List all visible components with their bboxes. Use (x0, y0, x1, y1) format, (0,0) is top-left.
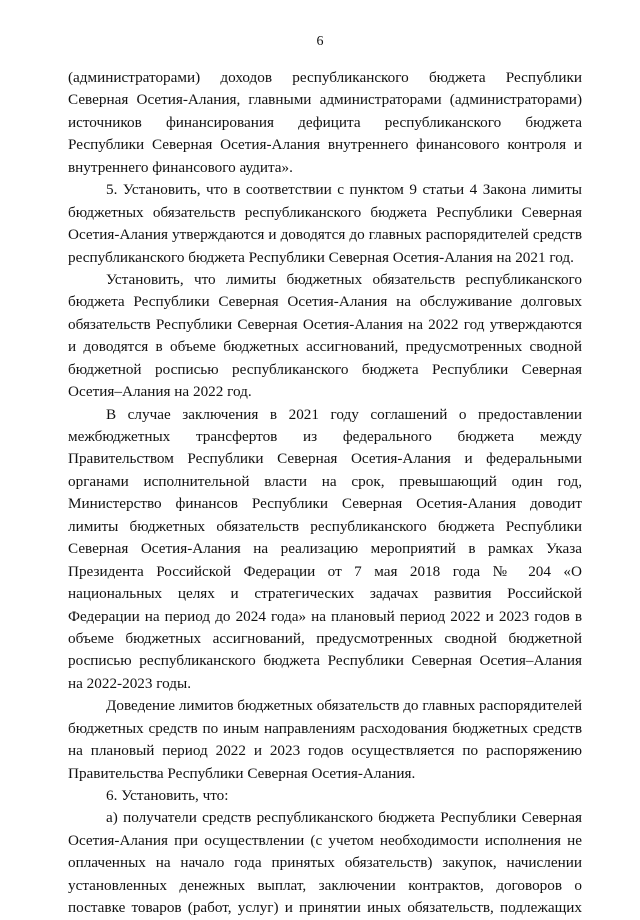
text-line: Республики Северная Осетия-Алания внутреннего финансового контроля и (68, 136, 582, 154)
text-line: бюджетных обязательств республиканского бюджета Республики Северная (68, 203, 582, 221)
text-line: бюджета Республики Северная Осетия-Алания на обслуживание долговых (68, 293, 582, 311)
text-line: 6. Установить, что: (106, 787, 229, 804)
text-line: поставке товаров (работ, услуг) и принятии иных обязательств, подлежащих (68, 899, 582, 917)
text-line: а) получатели средств республиканского бюджета Республики Северная (106, 809, 582, 827)
text-line: Северная Осетия-Алания, главными администраторами (администраторами) (68, 91, 582, 109)
text-line: Осетия–Алания на 2022 год. (68, 383, 252, 401)
text-line: Правительством Республики Северная Осетия-Алания и федеральными (68, 450, 582, 468)
text-line: оплаченных на начало года принятых обязательств) закупок, начислении (68, 854, 582, 872)
text-line: росписью республиканского бюджета Республики Северная Осетия–Алания (68, 652, 582, 670)
text-line: республиканского бюджета Республики Северная Осетия-Алания на 2021 год. (68, 248, 574, 266)
text-line: Министерство финансов Республики Северная Осетия-Алания доводит (68, 495, 582, 513)
text-line: В случае заключения в 2021 году соглашений о предоставлении (106, 405, 582, 423)
text-line: и доводятся в объеме бюджетных ассигнований, предусмотренных сводной (68, 338, 582, 356)
text-line: межбюджетных трансфертов из федерального бюджета между (68, 428, 582, 445)
text-line: бюджетной росписью республиканского бюджета Республики Северная (68, 360, 582, 378)
text-line: установленных денежных выплат, заключении контрактов, договоров о (68, 876, 582, 894)
text-line: на 2022-2023 годы. (68, 674, 192, 692)
text-line: источников финансирования дефицита республиканского бюджета (68, 113, 582, 131)
text-line: Северная Осетия-Алания на реализацию мероприятий в рамках Указа (68, 540, 582, 558)
page-number: 6 (316, 34, 324, 49)
text-line: на плановый период 2022 и 2023 годов осуществляется по распоряжению (68, 742, 582, 760)
text-line: Федерации на период до 2024 года» на плановый период 2022 и 2023 годов в (68, 607, 582, 625)
text-line: Установить, что лимиты бюджетных обязательств республиканского (106, 270, 582, 288)
text-line: Доведение лимитов бюджетных обязательств до главных распорядителей (106, 697, 582, 715)
text-line: бюджетных средств по иным направлениям расходования бюджетных средств (68, 719, 582, 737)
text-line: лимиты бюджетных обязательств республиканского бюджета Республики (68, 517, 582, 535)
text-line: Президента Российской Федерации от 7 мая 2018 года № 204 «О (68, 562, 582, 580)
text-line: 5. Установить, что в соответствии с пунктом 9 статьи 4 Закона лимиты (106, 181, 582, 199)
text-line: (администраторами) доходов республиканского бюджета Республики (68, 69, 582, 86)
text-line: Осетия-Алания утверждаются и доводятся до главных распорядителей средств (68, 226, 582, 244)
text-line: внутреннего финансового аудита». (68, 158, 293, 176)
text-line: обязательств Республики Северная Осетия-Алания на 2022 год утверждаются (68, 315, 582, 333)
text-line: Осетия-Алания при осуществлении (с учетом необходимости исполнения не (68, 831, 582, 849)
text-line: органами исполнительной власти на срок, превышающий один год, (68, 472, 582, 490)
text-line: Правительства Республики Северная Осетия-Алания. (68, 764, 416, 782)
body-text (68, 67, 582, 920)
text-line: национальных целях и стратегических задачах развития Российской (68, 585, 582, 603)
text-line: объеме бюджетных ассигнований, предусмотренных сводной бюджетной (68, 629, 582, 647)
